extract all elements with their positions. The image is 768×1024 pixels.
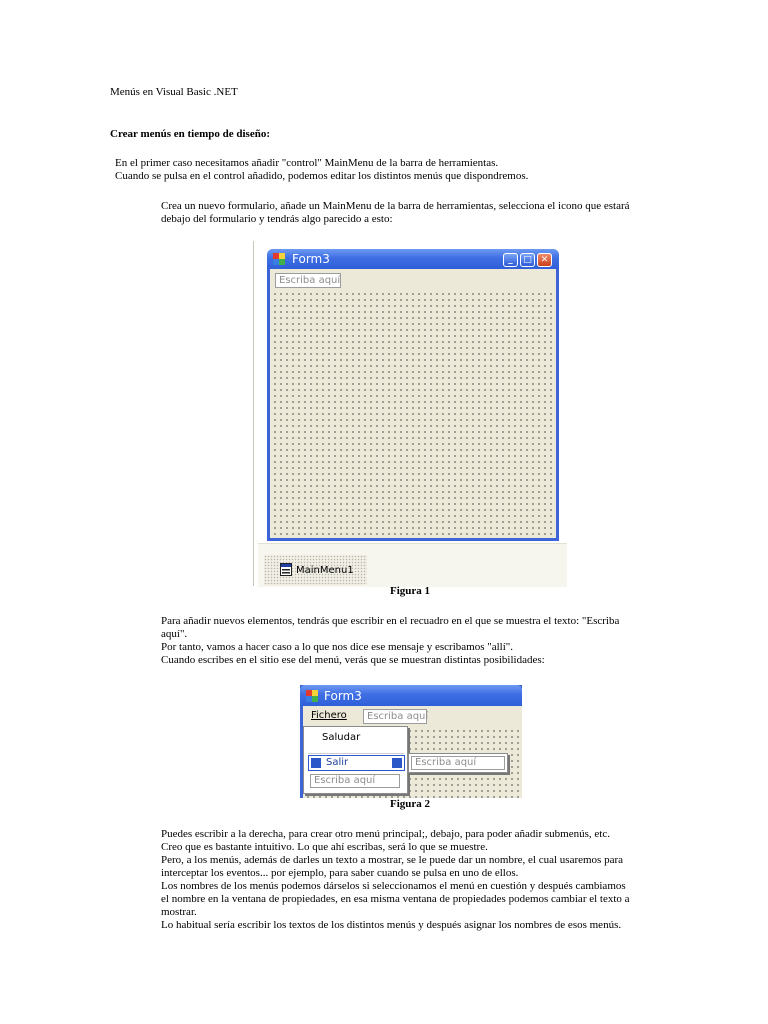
menu-placeholder-input[interactable]: Escriba aquí (363, 709, 427, 724)
step2-paragraph (161, 615, 619, 667)
figure-2-screenshot (300, 685, 522, 798)
selection-marker (311, 758, 321, 768)
text-line: aquí". (161, 628, 188, 640)
mainmenu-icon (280, 563, 292, 576)
section-heading: Crear menús en tiempo de diseño: (110, 128, 271, 140)
fichero-submenu (303, 726, 408, 794)
intro-paragraph (115, 157, 528, 183)
designer-divider (253, 241, 254, 586)
text-line: En el primer caso necesitamos añadir "control" MainMenu de la barra de herramientas. (115, 157, 499, 169)
mainmenu-label: MainMenu1 (296, 565, 354, 576)
text-line: Pero, a los menús, además de darles un texto a mostrar, se le puede dar un nombre, el cual usaremos para (161, 854, 624, 866)
text-line: el nombre en la ventana de propiedades, en esa misma ventana de propiedades podemos cambiar el texto a (161, 893, 630, 905)
text-line: interceptar los eventos... por ejemplo, para saber cuando se pulsa en uno de ellos. (161, 867, 519, 879)
side-placeholder-input[interactable]: Escriba aquí (411, 756, 505, 770)
text-line: Puedes escribir a la derecha, para crear otro menú principal;, debajo, para poder añadir submenús, etc. (161, 828, 610, 840)
text-line: Para añadir nuevos elementos, tendrás que escribir en el recuadro en el que se muestra el texto: "Escriba (161, 615, 620, 627)
submenu-arrow-icon (392, 758, 402, 768)
text-line: Cuando escribes en el sitio ese del menú, verás que se muestran distintas posibilidades: (161, 654, 545, 666)
submenu-item-salir-editing[interactable] (308, 755, 405, 771)
figure-1-caption: Figura 1 (389, 585, 431, 597)
form-menu-bar (303, 706, 522, 726)
menu-placeholder-input[interactable]: Escriba aquí (275, 273, 341, 288)
step1-paragraph (161, 200, 630, 226)
text-line: mostrar. (161, 906, 197, 918)
text-line: Por tanto, vamos a hacer caso a lo que nos dice ese mensaje y escribamos "allí". (161, 641, 514, 653)
form-title-bar[interactable] (267, 249, 559, 269)
text-line: Cuando se pulsa en el control añadido, podemos editar los distintos menús que dispondremos. (115, 170, 529, 182)
form-design-surface[interactable] (270, 289, 556, 538)
menu-separator (308, 753, 404, 754)
form-title: Form3 (324, 689, 362, 703)
form-app-icon (306, 690, 318, 702)
minimize-icon[interactable]: _ (503, 253, 518, 267)
submenu-item-saludar[interactable]: Saludar (322, 732, 361, 743)
form-title-bar[interactable] (300, 685, 522, 706)
close-icon[interactable]: ✕ (537, 253, 552, 267)
form-title: Form3 (292, 252, 330, 266)
form-menu-bar (270, 269, 556, 289)
salir-text: Salir (326, 757, 349, 768)
form-app-icon (273, 253, 285, 265)
submenu-placeholder-input[interactable]: Escriba aquí (310, 774, 400, 788)
text-line: Creo que es bastante intuitivo. Lo que ahí escribas, será lo que se muestre. (161, 841, 488, 853)
text-line: Lo habitual sería escribir los textos de los distintos menús y después asignar los nombres de esos menús. (161, 919, 622, 931)
step3-paragraph (161, 828, 630, 932)
text-line: Los nombres de los menús podemos dárselos si seleccionamos el menú en cuestión y después cambiamos (161, 880, 626, 892)
form-window (267, 249, 559, 541)
figure-2-caption: Figura 2 (389, 798, 431, 810)
text-line: debajo del formulario y tendrás algo parecido a esto: (161, 213, 393, 225)
mainmenu-component[interactable] (264, 555, 367, 585)
text-line: Crea un nuevo formulario, añade un MainMenu de la barra de herramientas, selecciona el icono que estará (161, 200, 630, 212)
maximize-icon[interactable]: □ (520, 253, 535, 267)
document-title: Menús en Visual Basic .NET (110, 86, 238, 98)
side-submenu (408, 753, 508, 773)
menu-item-fichero[interactable]: Fichero (311, 710, 347, 721)
